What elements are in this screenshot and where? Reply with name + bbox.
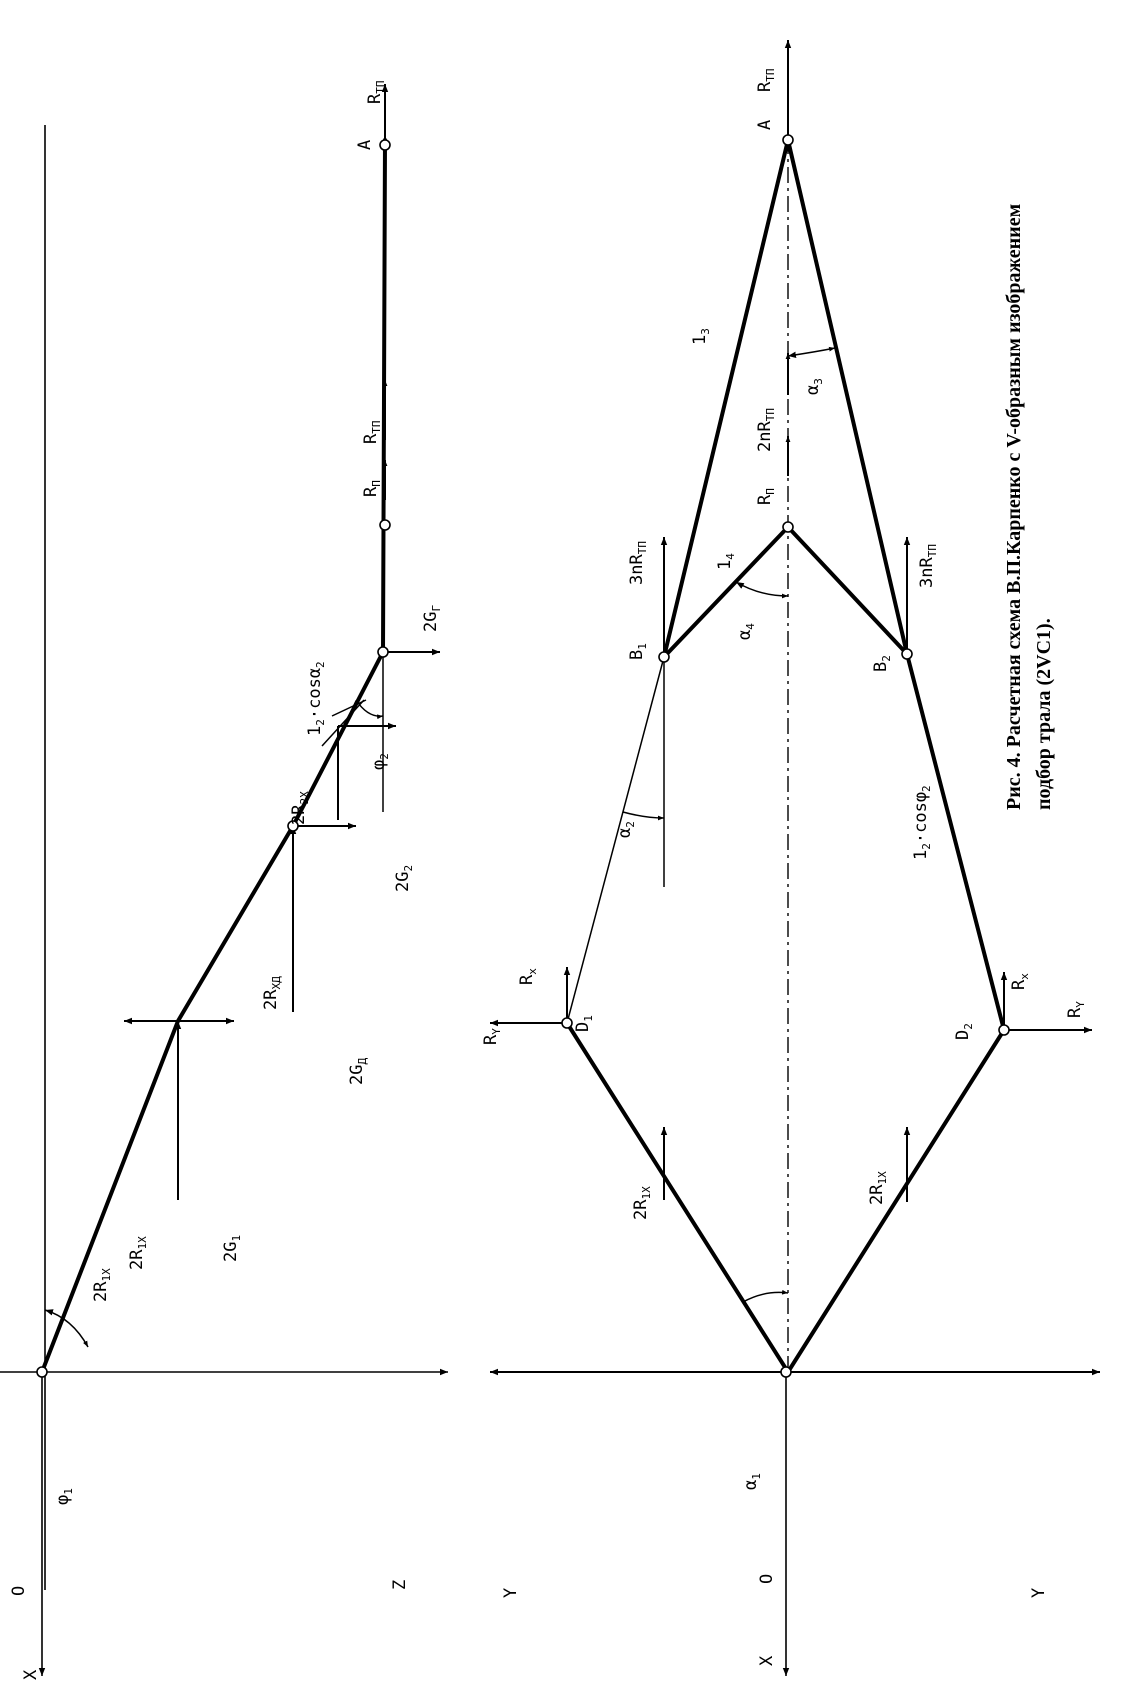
side-2r1x-label-a: $2R_{1X}$ [91,1268,113,1302]
plan-l4-label: $1_4$ [715,553,737,570]
plan-b2-label: $B_2$ [871,655,893,672]
side-z-label: Z [390,1579,410,1590]
side-x-label: X [21,1669,41,1680]
side-2r1x-label-b: $2R_{1X}$ [127,1236,149,1270]
plan-rx-bottom-label: $R_x$ [1009,973,1031,990]
plan-l3-upper [664,140,788,657]
plan-d1-label: $D_1$ [573,1015,595,1032]
plan-3nrtp-top-label: $3nR_{ТП}$ [627,541,649,585]
plan-l3-label: $1_3$ [690,328,712,345]
plan-upper-wing-thin [567,657,664,1023]
plan-alpha1-arc [743,1292,788,1302]
side-net-profile [42,140,385,1372]
side-2rxd-label: $2R_{XД}$ [261,976,283,1010]
plan-y-right-label: Y [1029,1587,1049,1598]
side-view [0,81,448,1681]
plan-2r1x-top-label: $2R_{1X}$ [631,1186,653,1220]
plan-rx-top-label: $R_x$ [517,968,539,985]
side-2g1-label: $2G_1$ [221,1234,243,1262]
side-a-label: A [355,139,375,150]
plan-2r1x-bottom-label: $2R_{1X}$ [867,1171,889,1205]
plan-rp-label: $R_П$ [755,488,777,505]
plan-alpha3-arc [788,348,835,356]
side-node-o [37,1367,47,1377]
side-phi1-arc [45,1310,88,1347]
side-2gd-label: $2G_Д$ [347,1057,369,1085]
plan-alpha4-label: $\alpha_4$ [735,623,757,640]
plan-alpha2-label: $\alpha_2$ [615,821,637,838]
plan-3nrtp-bottom-label: $3nR_{ТП}$ [917,544,939,588]
plan-rtp-end-label: $R_{ТП}$ [755,68,777,92]
side-node-a [380,140,390,150]
plan-y-left-label: Y [501,1587,521,1598]
side-rtp-label: $R_{ТП}$ [361,420,383,444]
plan-alpha1-label: $\alpha_1$ [741,1473,763,1490]
plan-b1-label: $B_1$ [627,643,649,660]
plan-net-outline [664,527,1004,1372]
plan-alpha4-arc [736,582,788,596]
side-phi2-label: $\varphi_2$ [369,753,391,770]
side-rp-label: $R_П$ [361,480,383,497]
plan-node-o [781,1367,791,1377]
plan-node-d2 [999,1025,1009,1035]
plan-node-b1 [659,652,669,662]
plan-node-a [783,135,793,145]
side-origin-label: O [9,1585,29,1596]
side-node-p [380,520,390,530]
plan-node-d1 [562,1018,572,1028]
caption-line-1: Рис. 4. Расчетная схема В.П.Карпенко с V-образным изображением [1003,203,1025,810]
plan-origin-label: O [757,1573,777,1584]
plan-l3-lower [788,140,907,654]
plan-l2cos-label: $1_2\cdot\cos\varphi_2$ [911,785,933,860]
plan-node-p [783,522,793,532]
side-2g2-label: $2G_2$ [393,864,415,892]
plan-alpha2-arc [623,812,664,818]
plan-x-label: X [757,1655,777,1666]
plan-ry-bottom-label: $R_Y$ [1065,1001,1087,1018]
caption-line-2: подбор трала (2VC1). [1033,618,1055,810]
plan-alpha3-label: $\alpha_3$ [803,378,825,395]
side-2gt-label: $2G_Г$ [421,604,443,632]
side-l2cos-label: $1_2\cdot\cos\alpha_2$ [305,661,327,736]
caption [1003,204,1055,810]
side-2r2x-label: $2R_{2X}$ [289,791,311,825]
plan-2nrtp-label: $2nR_{ТП}$ [755,408,777,452]
side-rtp-end-label: $R_{ТП}$ [365,80,387,104]
plan-a-label: A [755,119,775,130]
side-phi1-label: $\varphi_1$ [53,1488,75,1505]
side-node-b [378,647,388,657]
plan-ry-top-label: $R_Y$ [481,1028,503,1045]
plan-node-b2 [902,649,912,659]
plan-d2-label: $D_2$ [953,1023,975,1040]
